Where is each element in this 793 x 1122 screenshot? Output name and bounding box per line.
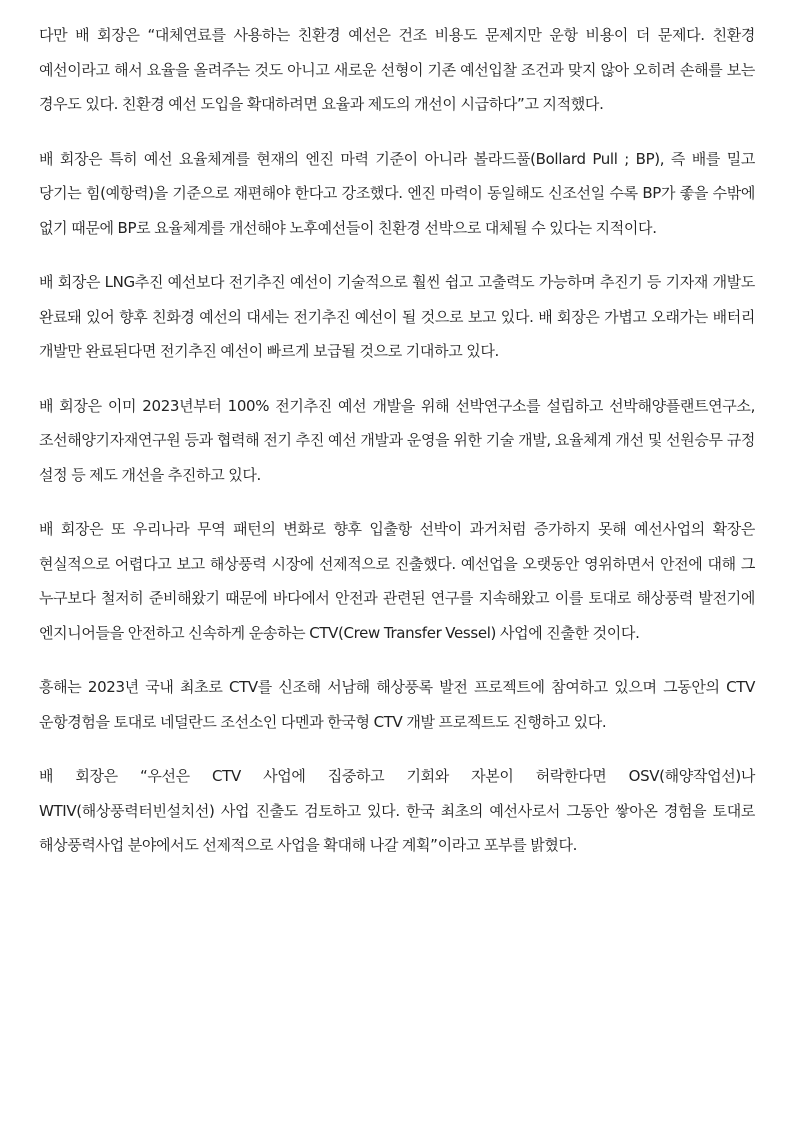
paragraph-1: 다만 배 회장은 “대체연료를 사용하는 친환경 예선은 건조 비용도 문제지만 운항 비용이 더 문제다. 친환경 예선이라고 해서 요율을 올려주는 것도 아니고 새로운 선형이 기존 예선입찰 조건과 맞지 않아 오히려 손해를 보는 경우도 있다. 친환경 예선 도입을 확대하려면 요율과 제도의 개선이 시급하다”고 지적했다. [39, 26, 755, 113]
paragraph-4: 배 회장은 이미 2023년부터 100% 전기추진 예선 개발을 위해 선박연구소를 설립하고 선박해양플랜트연구소, 조선해양기자재연구원 등과 협력해 전기 추진 예선 개발과 운영을 위한 기술 개발, 요율체계 개선 및 선원승무 규정 설정 등 제도 개선을 추진하고 있다. [39, 396, 755, 484]
paragraph-3: 배 회장은 LNG추진 예선보다 전기추진 예선이 기술적으로 훨씬 쉽고 고출력도 가능하며 추진기 등 기자재 개발도 완료돼 있어 향후 친화경 예선의 대세는 전기추진 예선이 될 것으로 보고 있다. 배 회장은 가볍고 오래가는 배터리 개발만 완료된다면 전기추진 예선이 빠르게 보급될 것으로 기대하고 있다. [39, 273, 755, 360]
paragraph-7: 배 회장은 “우선은 CTV 사업에 집중하고 기회와 자본이 허락한다면 OSV(해양작업선)나 WTIV(해상풍력터빈설치선) 사업 진출도 검토하고 있다. 한국 최초의 예선사로서 그동안 쌓아온 경험을 토대로 해상풍력사업 분야에서도 선제적으로 사업을 확대해 나갈 계획”이라고 포부를 밝혔다. [39, 767, 755, 854]
paragraph-2: 배 회장은 특히 예선 요율체계를 현재의 엔진 마력 기준이 아니라 볼라드풀(Bollard Pull ; BP), 즉 배를 밀고 당기는 힘(예항력)을 기준으로 재편해야 한다고 강조했다. 엔진 마력이 동일해도 신조선일 수록 BP가 좋을 수밖에 없기 때문에 BP로 요율체계를 개선해야 노후예선들이 친환경 선박으로 대체될 수 있다는 지적이다. [39, 149, 755, 237]
paragraph-5: 배 회장은 또 우리나라 무역 패턴의 변화로 향후 입출항 선박이 과거처럼 증가하지 못해 예선사업의 확장은 현실적으로 어렵다고 보고 해상풍력 시장에 선제적으로 진출했다. 예선업을 오랫동안 영위하면서 안전에 대해 그 누구보다 철저히 준비해왔기 때문에 바다에서 안전과 관련된 연구를 지속해왔고 이를 토대로 해상풍력 발전기에 엔지니어들을 안전하고 신속하게 운송하는 CTV(Crew Transfer Vessel) 사업에 진출한 것이다. [39, 520, 755, 642]
article-body [39, 18, 755, 883]
paragraph-6: 흥해는 2023년 국내 최초로 CTV를 신조해 서남해 해상풍록 발전 프로젝트에 참여하고 있으며 그동안의 CTV 운항경험을 토대로 네덜란드 조선소인 다멘과 한국형 CTV 개발 프로젝트도 진행하고 있다. [39, 678, 755, 731]
